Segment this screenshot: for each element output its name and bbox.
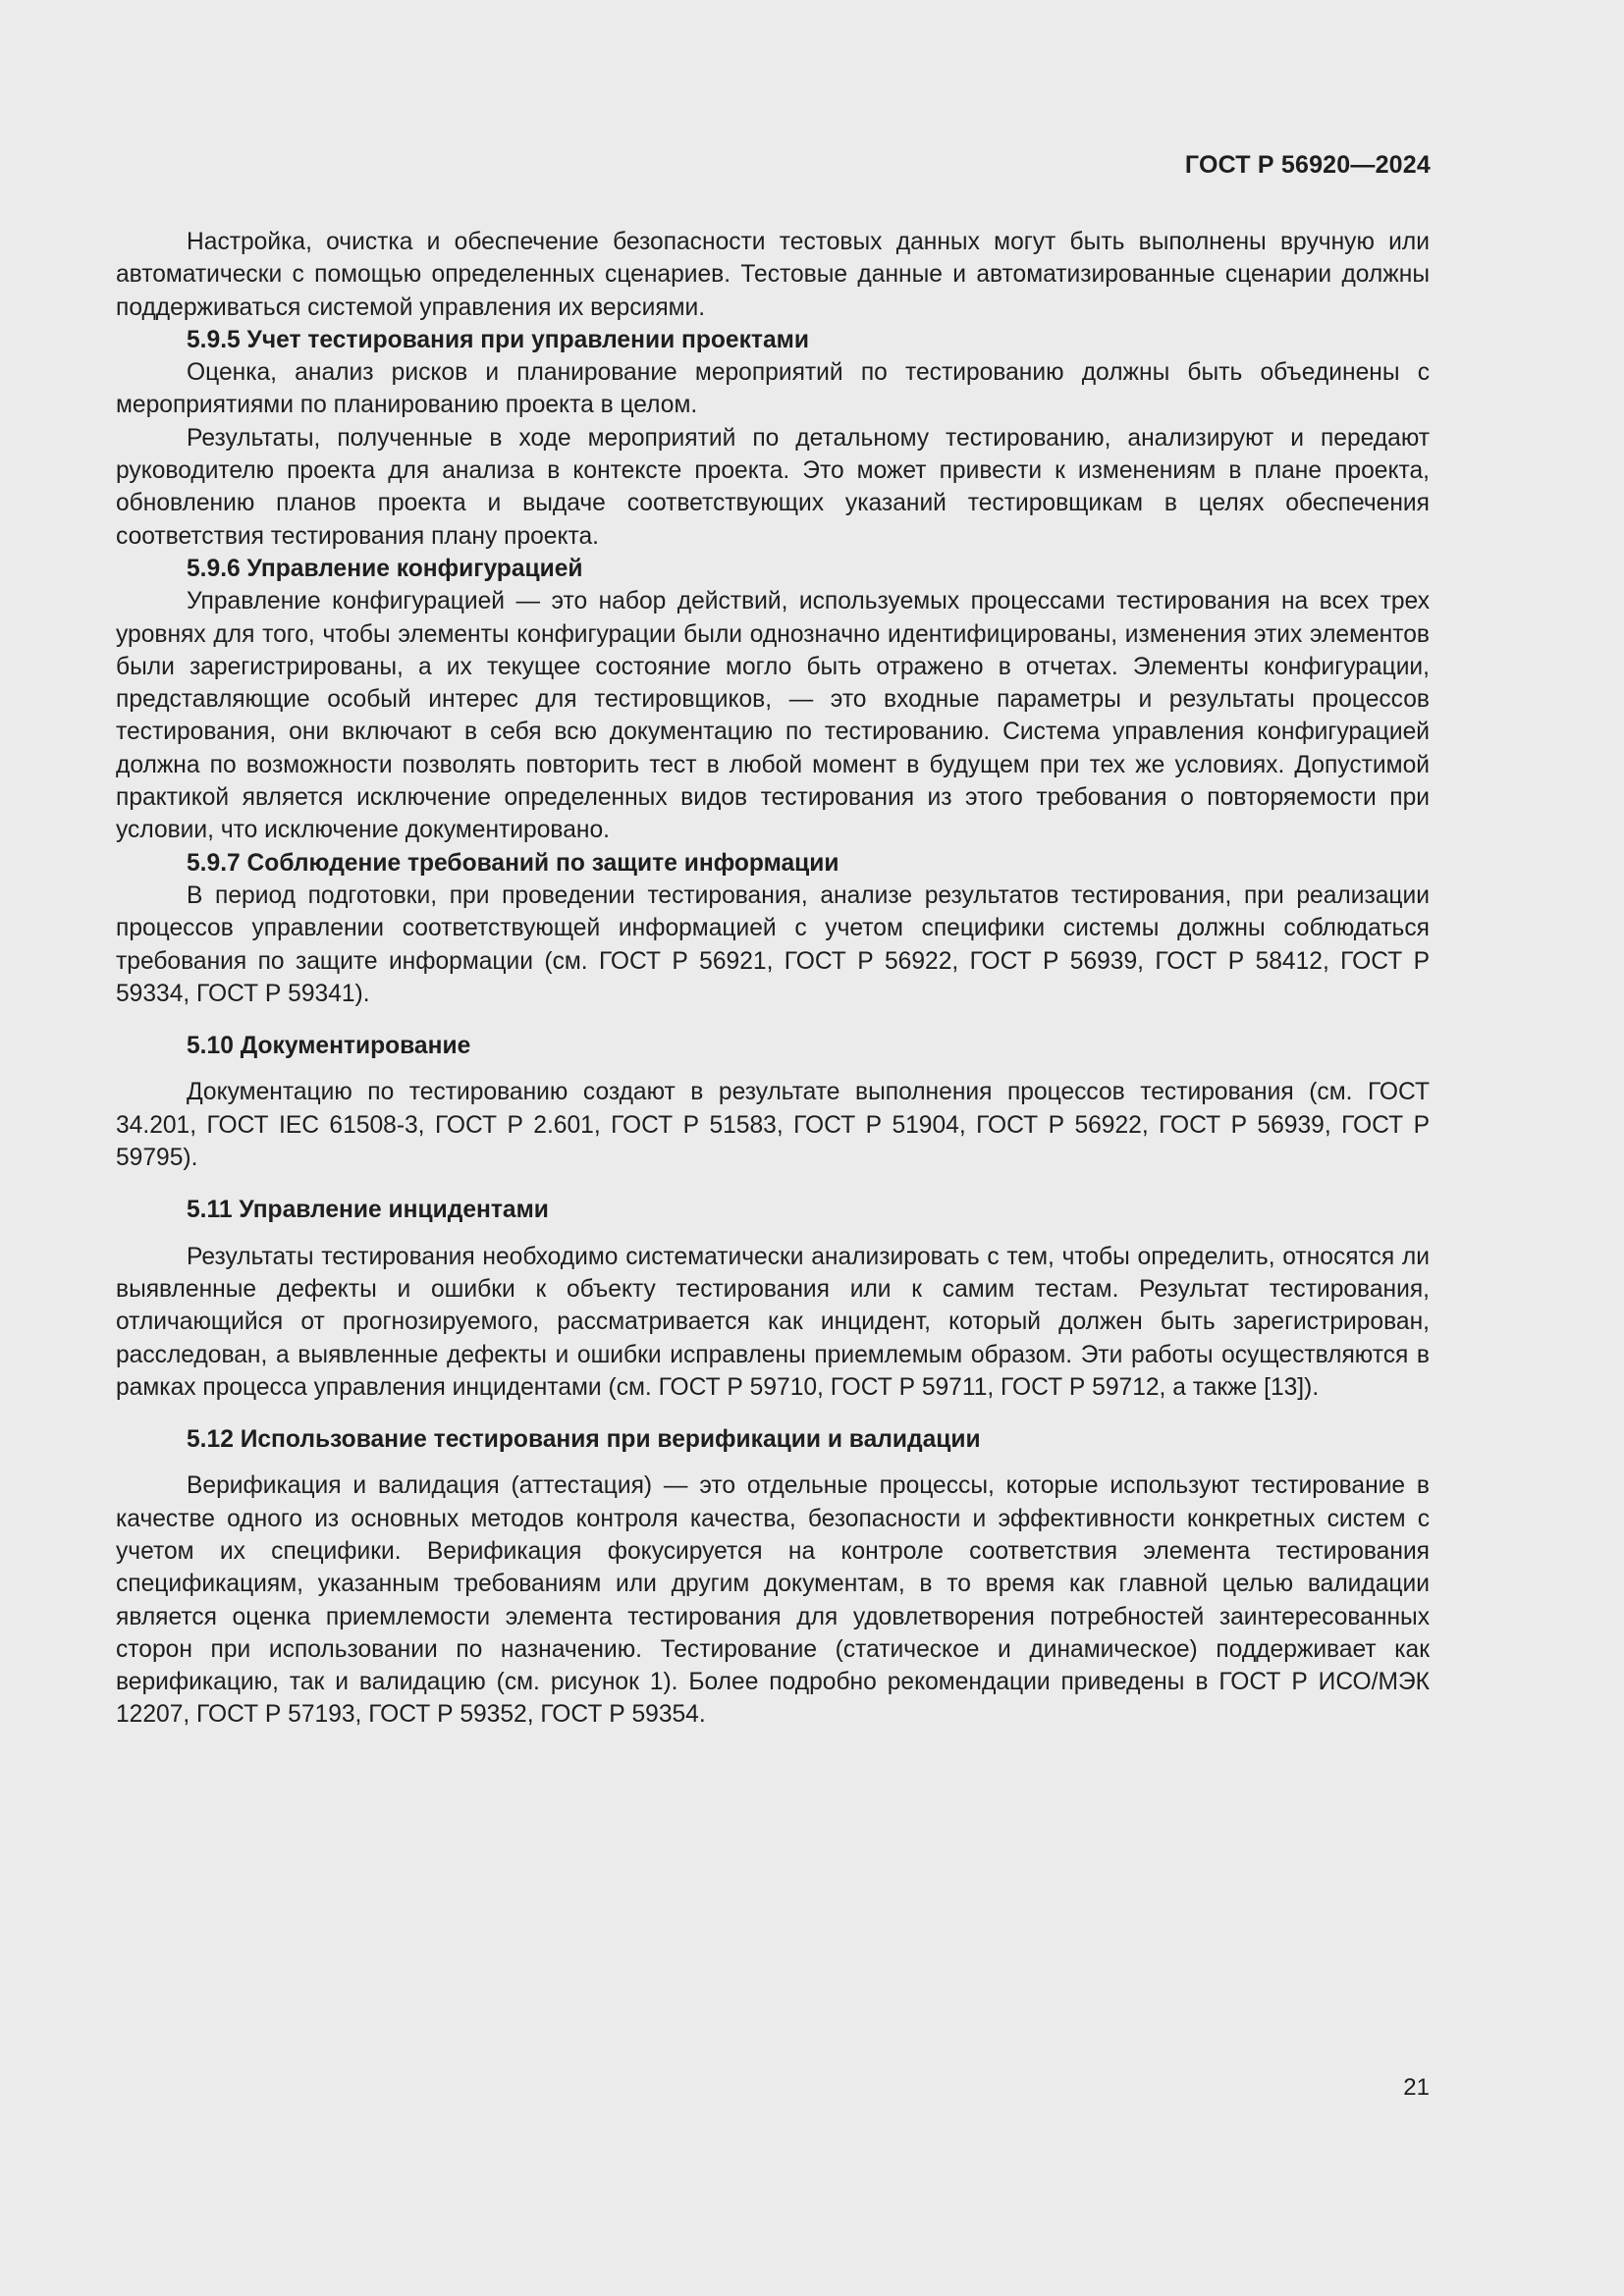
heading-5-9-6: 5.9.6 Управление конфигурацией [187, 555, 583, 582]
heading-5-12: 5.12 Использование тестирования при верификации и валидации [187, 1426, 981, 1454]
heading-5-11: 5.11 Управление инцидентами [187, 1197, 549, 1224]
heading-5-10: 5.10 Документирование [187, 1033, 471, 1060]
paragraph-5-12: Верификация и валидация (аттестация) — это отдельные процессы, которые используют тестирование в качестве одного из основных методов контроля качества, безопасности и эффективности конкретных систем с учетом их специфики. Верификация фокусируется на контроле соответствия элемента тестирования спецификациям, указанным требованиям или другим документам, в то время как главной целью валидации является оценка приемлемости элемента тестирования для удовлетворения потребностей заинтересованных сторон при использовании по назначению. Тестирование (статическое и динамическое) поддерживает как верификацию, так и валидацию (см. рисунок 1). Более подробно рекомендации приведены в ГОСТ Р ИСО/МЭК 12207, ГОСТ Р 57193, ГОСТ Р 59352, ГОСТ Р 59354. [116, 1472, 1430, 1729]
document-body [116, 226, 1430, 1732]
paragraph-5-9-7: В период подготовки, при проведении тестирования, анализе результатов тестирования, при реализации процессов управлении соответствующей информацией с учетом специфики системы должны соблюдаться требования по защите информации (см. ГОСТ Р 56921, ГОСТ Р 56922, ГОСТ Р 56939, ГОСТ Р 58412, ГОСТ Р 59334, ГОСТ Р 59341). [116, 881, 1430, 1007]
paragraph-5-11: Результаты тестирования необходимо систематически анализировать с тем, чтобы определить, относятся ли выявленные дефекты и ошибки к объекту тестирования или к самим тестам. Результат тестирования, отличающийся от прогнозируемого, рассматривается как инцидент, который должен быть зарегистрирован, расследован, а выявленные дефекты и ошибки исправлены приемлемым образом. Эти работы осуществляются в рамках процесса управления инцидентами (см. ГОСТ Р 59710, ГОСТ Р 59711, ГОСТ Р 59712, а также [13]). [116, 1243, 1430, 1401]
paragraph-5-9-6: Управление конфигурацией — это набор действий, используемых процессами тестирования на всех трех уровнях для того, чтобы элементы конфигурации были однозначно идентифицированы, изменения этих элементов были зарегистрированы, а их текущее состояние могло быть отражено в отчетах. Элементы конфигурации, представляющие особый интерес для тестировщиков, — это входные параметры и результаты процессов тестирования, они включают в себя всю документацию по тестированию. Система управления конфигурацией должна по возможности позволять повторить тест в любой момент в будущем при тех же условиях. Допустимой практикой является исключение определенных видов тестирования из этого требования о повторяемости при условии, что исключение документировано. [116, 588, 1430, 844]
heading-5-9-5: 5.9.5 Учет тестирования при управлении проектами [187, 326, 809, 353]
document-id-header: ГОСТ Р 56920—2024 [1184, 151, 1431, 179]
paragraph-test-data: Настройка, очистка и обеспечение безопасности тестовых данных могут быть выполнены вручную или автоматически с помощью определенных сценариев. Тестовые данные и автоматизированные сценарии должны поддерживаться системой управления их версиями. [116, 229, 1430, 321]
paragraph-5-10: Документацию по тестированию создают в результате выполнения процессов тестирования (см. ГОСТ 34.201, ГОСТ IEC 61508-3, ГОСТ Р 2.601, ГОСТ Р 51583, ГОСТ Р 51904, ГОСТ Р 56922, ГОСТ Р 56939, ГОСТ Р 59795). [116, 1079, 1430, 1172]
paragraph-5-9-5-results: Результаты, полученные в ходе мероприятий по детальному тестированию, анализируют и передают руководителю проекта для анализа в контексте проекта. Это может привести к изменениям в плане проекта, обновлению планов проекта и выдаче соответствующих указаний тестировщикам в целях обеспечения соответствия тестирования плану проекта. [116, 424, 1430, 550]
page-number: 21 [1403, 2074, 1430, 2101]
paragraph-5-9-5-planning: Оценка, анализ рисков и планирование мероприятий по тестированию должны быть объединены с мероприятиями по планированию проекта в целом. [116, 359, 1430, 419]
heading-5-9-7: 5.9.7 Соблюдение требований по защите информации [187, 849, 839, 877]
